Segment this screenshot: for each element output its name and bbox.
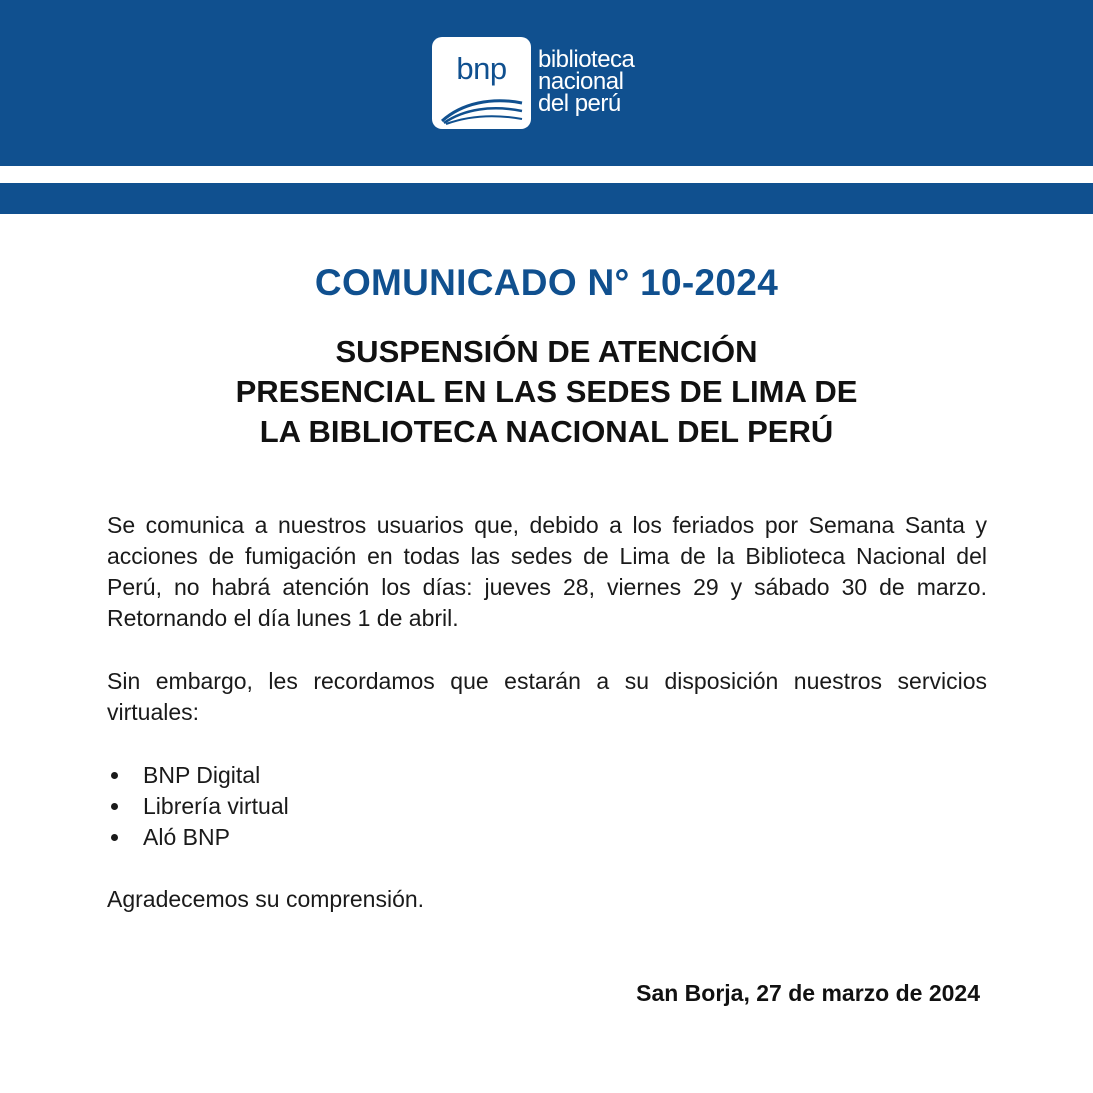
communique-title: COMUNICADO N° 10-2024 bbox=[314, 262, 779, 303]
subtitle-line-3: LA BIBLIOTECA NACIONAL DEL PERÚ bbox=[259, 414, 834, 449]
bnp-logo bbox=[432, 37, 672, 131]
header-stripe bbox=[0, 183, 1093, 214]
communique-subtitle bbox=[0, 332, 1093, 452]
service-label: BNP Digital bbox=[143, 762, 261, 788]
bullet-icon bbox=[111, 834, 118, 841]
list-item bbox=[107, 760, 289, 791]
logo-line-1: biblioteca bbox=[538, 46, 635, 73]
subtitle-line-1: SUSPENSIÓN DE ATENCIÓN bbox=[335, 334, 758, 369]
logo-wordmark bbox=[538, 46, 635, 117]
service-label: Aló BNP bbox=[143, 824, 230, 850]
paragraph-closing: Agradecemos su comprensión. bbox=[107, 886, 425, 912]
logo-box bbox=[432, 37, 531, 129]
paragraph-virtual-services: Sin embargo, les recordamos que estarán a su disposición nuestros servicios virtuales: bbox=[107, 668, 987, 725]
book-waves-icon bbox=[440, 95, 524, 125]
subtitle-line-2: PRESENCIAL EN LAS SEDES DE LIMA DE bbox=[235, 374, 858, 409]
services-list bbox=[107, 760, 289, 853]
logo-mark: bnp bbox=[456, 51, 507, 86]
bullet-icon bbox=[111, 803, 118, 810]
service-label: Librería virtual bbox=[143, 793, 289, 819]
logo-line-3: del perú bbox=[538, 90, 621, 117]
bullet-icon bbox=[111, 772, 118, 779]
logo-line-2: nacional bbox=[538, 68, 624, 95]
paragraph-announcement: Se comunica a nuestros usuarios que, debido a los feriados por Semana Santa y acciones de fumigación en todas las sedes de Lima de la Biblioteca Nacional del Perú, no habrá atención los días: jueves 28, viernes 29 y sábado 30 de marzo. Retornando el día lunes 1 de abril. bbox=[107, 512, 987, 631]
list-item bbox=[107, 791, 289, 822]
list-item bbox=[107, 822, 289, 853]
signature-date: San Borja, 27 de marzo de 2024 bbox=[636, 980, 980, 1006]
